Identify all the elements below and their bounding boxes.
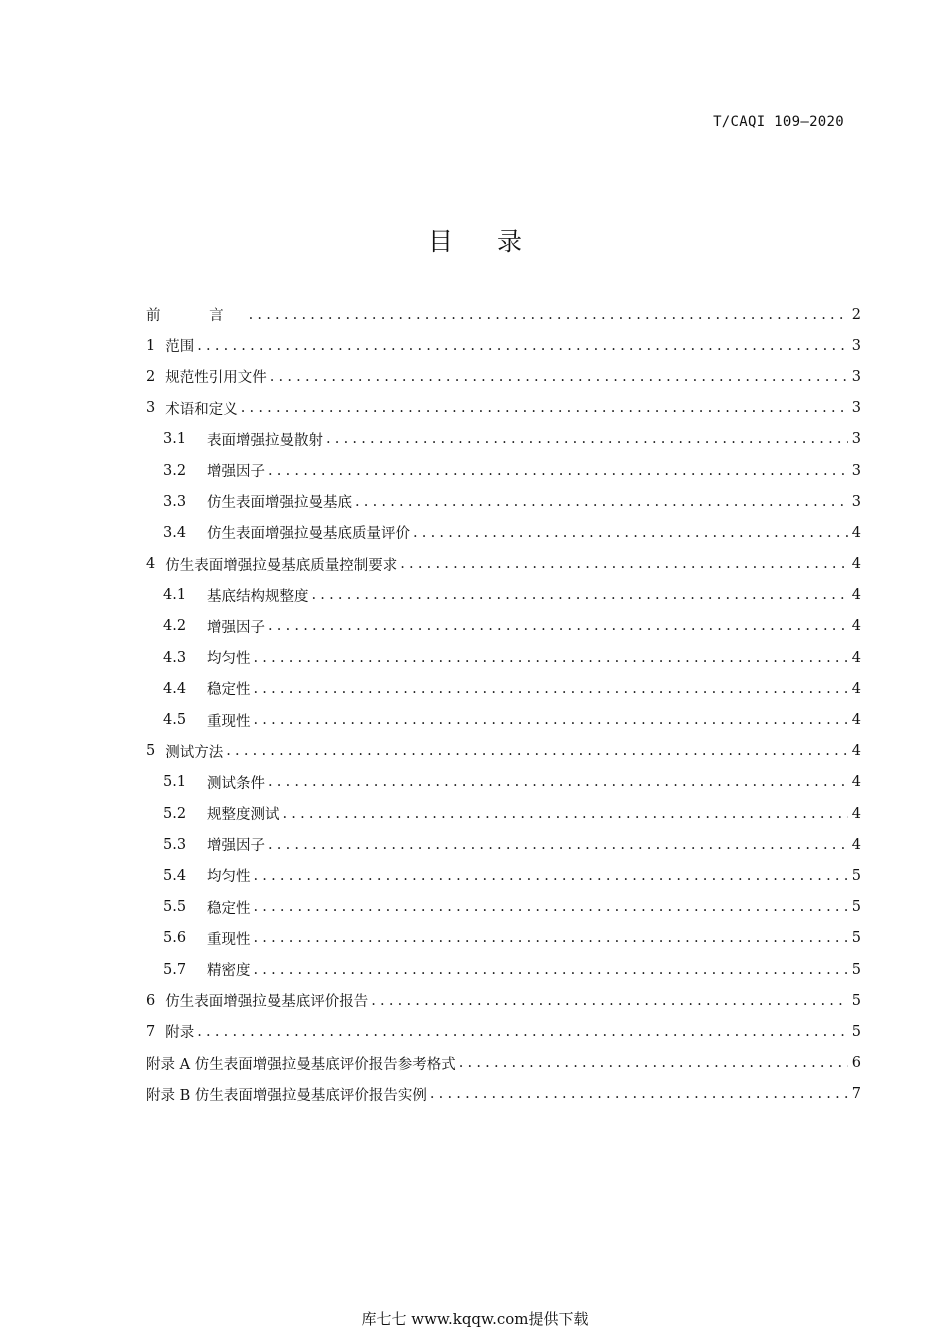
toc-entry-label: 增强因子 <box>207 838 265 855</box>
toc-entry[interactable] <box>146 393 861 424</box>
toc-entry-page: 7 <box>851 1086 861 1103</box>
toc-entry-page: 4 <box>851 774 861 791</box>
toc-leader-dots <box>270 369 848 385</box>
toc-entry-number: 6 <box>146 992 156 1009</box>
toc-entry-page: 4 <box>851 649 861 666</box>
toc-entry-number: 5.5 <box>163 899 187 916</box>
toc-entry[interactable] <box>146 673 861 704</box>
toc-entry-page: 3 <box>851 337 861 354</box>
toc-entry-number: 7 <box>146 1023 156 1040</box>
toc-leader-dots <box>197 1024 848 1040</box>
toc-leader-dots <box>371 993 848 1009</box>
toc-entry-number: 5.6 <box>163 930 187 947</box>
table-of-contents <box>146 299 861 1110</box>
toc-entry-number: 5.7 <box>163 961 187 978</box>
toc-entry[interactable] <box>146 704 861 735</box>
toc-entry-page: 3 <box>851 462 861 479</box>
toc-entry-page: 5 <box>851 867 861 884</box>
toc-leader-dots <box>254 899 849 915</box>
toc-entry-page: 5 <box>851 899 861 916</box>
toc-entry-label: 增强因子 <box>207 619 265 636</box>
toc-entry-number: 4.4 <box>163 680 187 697</box>
toc-entry[interactable] <box>146 455 861 486</box>
toc-entry-page: 4 <box>851 836 861 853</box>
toc-entry-number: 5.1 <box>163 774 187 791</box>
toc-entry[interactable] <box>146 860 861 891</box>
toc-entry[interactable] <box>146 985 861 1016</box>
toc-entry-number: 5.2 <box>163 805 187 822</box>
toc-leader-dots <box>459 1055 848 1071</box>
toc-entry-page: 5 <box>851 1023 861 1040</box>
toc-entry[interactable] <box>146 767 861 798</box>
toc-entry-label: 附录 <box>165 1025 195 1042</box>
toc-entry-number: 4.1 <box>163 587 187 604</box>
toc-entry-number: 4.3 <box>163 649 187 666</box>
toc-entry-number: 3.1 <box>163 431 187 448</box>
toc-leader-dots <box>254 962 849 978</box>
toc-entry-label: 仿生表面增强拉曼基底质量控制要求 <box>165 557 398 574</box>
toc-entry-page: 4 <box>851 743 861 760</box>
toc-entry-page: 3 <box>851 400 861 417</box>
toc-entry-page: 4 <box>851 524 861 541</box>
toc-entry[interactable] <box>146 424 861 455</box>
toc-leader-dots <box>268 774 848 790</box>
toc-leader-dots <box>254 681 849 697</box>
toc-entry-page: 4 <box>851 805 861 822</box>
toc-entry[interactable] <box>146 1048 861 1079</box>
toc-entry-label: 稳定性 <box>207 900 251 917</box>
toc-leader-dots <box>226 743 848 759</box>
toc-entry-label: 附录 A 仿生表面增强拉曼基底评价报告参考格式 <box>146 1056 456 1073</box>
toc-entry-number: 4.2 <box>163 618 187 635</box>
toc-entry[interactable] <box>146 892 861 923</box>
toc-entry-label: 仿生表面增强拉曼基底 <box>207 495 352 512</box>
toc-entry[interactable] <box>146 330 861 361</box>
toc-entry-label: 重现性 <box>207 713 251 730</box>
toc-leader-dots <box>254 930 849 946</box>
toc-entry-label: 稳定性 <box>207 682 251 699</box>
toc-entry-page: 5 <box>851 961 861 978</box>
toc-leader-dots <box>241 400 848 416</box>
toc-entry-number: 3.3 <box>163 493 187 510</box>
toc-entry-label: 规整度测试 <box>207 807 280 824</box>
toc-leader-dots <box>249 307 848 323</box>
toc-leader-dots <box>254 868 849 884</box>
toc-entry[interactable] <box>146 299 861 330</box>
toc-entry-page: 4 <box>851 587 861 604</box>
toc-entry[interactable] <box>146 611 861 642</box>
toc-entry-page: 4 <box>851 556 861 573</box>
toc-entry-number: 5 <box>146 743 156 760</box>
toc-leader-dots <box>326 431 848 447</box>
toc-entry-label: 均匀性 <box>207 869 251 886</box>
toc-entry-label: 规范性引用文件 <box>165 370 267 387</box>
toc-entry[interactable] <box>146 798 861 829</box>
footer-watermark: 库七七 www.kqqw.com提供下载 <box>361 1310 589 1328</box>
toc-entry-number: 5.3 <box>163 836 187 853</box>
toc-entry-label: 范围 <box>165 339 195 356</box>
toc-leader-dots <box>254 650 849 666</box>
toc-leader-dots <box>283 806 849 822</box>
toc-leader-dots <box>312 587 849 603</box>
toc-leader-dots <box>268 618 848 634</box>
toc-leader-dots <box>413 525 848 541</box>
toc-entry-label: 均匀性 <box>207 651 251 668</box>
toc-entry[interactable] <box>146 486 861 517</box>
toc-entry[interactable] <box>146 1079 861 1110</box>
toc-entry[interactable] <box>146 580 861 611</box>
toc-entry-page: 2 <box>851 306 861 323</box>
toc-entry-label: 前 言 <box>146 308 246 325</box>
toc-entry-number: 2 <box>146 368 156 385</box>
toc-entry-page: 5 <box>851 992 861 1009</box>
toc-entry-label: 附录 B 仿生表面增强拉曼基底评价报告实例 <box>146 1087 427 1104</box>
toc-leader-dots <box>197 338 848 354</box>
toc-entry-label: 仿生表面增强拉曼基底质量评价 <box>207 526 410 543</box>
toc-entry-label: 测试条件 <box>207 775 265 792</box>
toc-entry-label: 表面增强拉曼散射 <box>207 432 323 449</box>
toc-entry-number: 3.2 <box>163 462 187 479</box>
toc-entry-page: 6 <box>851 1055 861 1072</box>
toc-entry-label: 精密度 <box>207 963 251 980</box>
toc-entry[interactable] <box>146 736 861 767</box>
toc-entry-page: 3 <box>851 368 861 385</box>
toc-leader-dots <box>254 712 849 728</box>
toc-entry-page: 4 <box>851 680 861 697</box>
toc-entry-label: 重现性 <box>207 931 251 948</box>
toc-entry[interactable] <box>146 549 861 580</box>
toc-leader-dots <box>430 1086 848 1102</box>
toc-entry-number: 4.5 <box>163 712 187 729</box>
toc-entry[interactable] <box>146 361 861 392</box>
toc-leader-dots <box>268 463 848 479</box>
toc-entry-number: 4 <box>146 556 156 573</box>
toc-leader-dots <box>400 556 848 572</box>
toc-entry-number: 3.4 <box>163 524 187 541</box>
toc-entry-label: 仿生表面增强拉曼基底评价报告 <box>165 994 369 1011</box>
toc-entry-page: 3 <box>851 431 861 448</box>
toc-entry[interactable] <box>146 517 861 548</box>
toc-entry[interactable] <box>146 642 861 673</box>
toc-entry-label: 测试方法 <box>165 744 224 761</box>
toc-entry-number: 3 <box>146 400 156 417</box>
toc-entry-label: 增强因子 <box>207 464 265 481</box>
toc-leader-dots <box>355 494 848 510</box>
toc-leader-dots <box>268 837 848 853</box>
document-code: T/CAQI 109—2020 <box>713 114 844 130</box>
toc-title: 目 录 <box>428 227 540 256</box>
toc-entry-page: 3 <box>851 493 861 510</box>
toc-entry-number: 1 <box>146 337 156 354</box>
toc-entry-number: 5.4 <box>163 867 187 884</box>
toc-entry-label: 术语和定义 <box>165 401 238 418</box>
toc-entry-page: 4 <box>851 618 861 635</box>
toc-entry-page: 4 <box>851 712 861 729</box>
toc-entry-label: 基底结构规整度 <box>207 588 309 605</box>
toc-entry[interactable] <box>146 1016 861 1047</box>
toc-entry[interactable] <box>146 829 861 860</box>
toc-entry-page: 5 <box>851 930 861 947</box>
toc-entry[interactable] <box>146 954 861 985</box>
toc-entry[interactable] <box>146 923 861 954</box>
